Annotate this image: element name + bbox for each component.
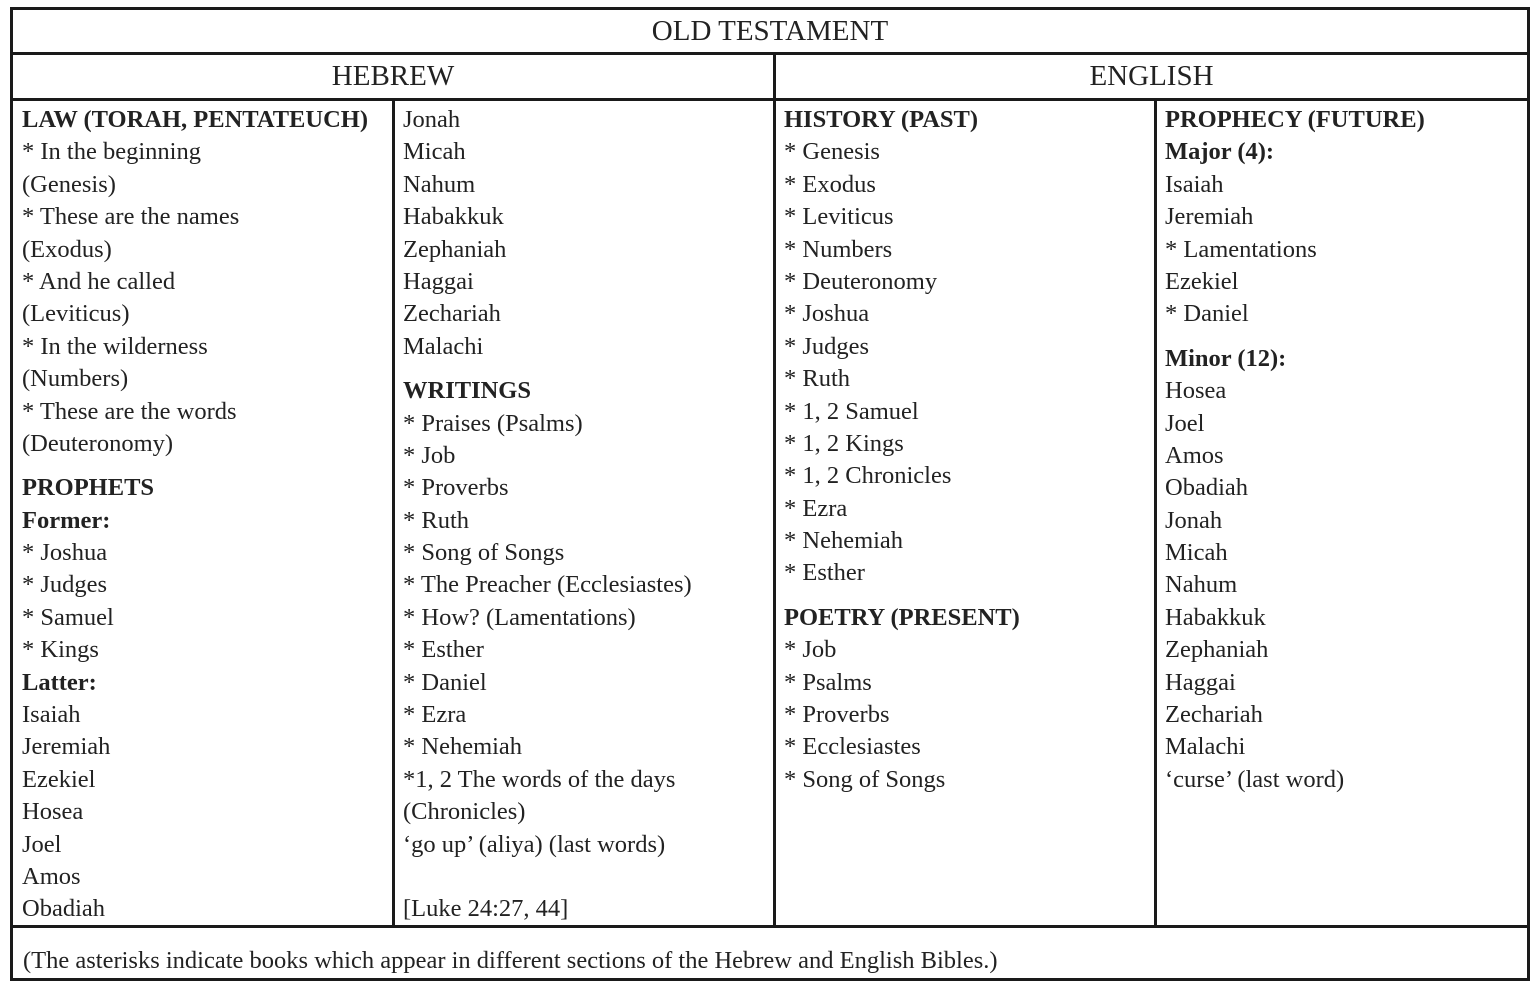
english-column-1 [784, 104, 1144, 796]
history-book-item: * Joshua [784, 300, 870, 328]
former-label: Former: [22, 506, 111, 534]
writings-item: * Song of Songs [403, 539, 565, 567]
hebrew-column-1 [22, 104, 382, 926]
former-prophet-item: * Judges [22, 571, 108, 599]
minor-prophet-item: Nahum [1165, 571, 1238, 599]
latter-prophet-item: Hosea [22, 798, 84, 826]
old-testament-table [10, 7, 1530, 981]
history-book-item: * Numbers [784, 235, 893, 263]
law-book-item: (Leviticus) [22, 300, 130, 328]
former-prophet-item: * Kings [22, 636, 99, 664]
writings-item: (Chronicles) [403, 798, 526, 826]
former-prophet-item: * Samuel [22, 603, 114, 631]
former-prophet-item: * Joshua [22, 539, 108, 567]
main-divider [773, 55, 776, 925]
history-book-item: * Genesis [784, 138, 880, 166]
poetry-book-item: * Job [784, 636, 837, 664]
luke-reference: [Luke 24:27, 44] [403, 894, 569, 922]
writings-heading: WRITINGS [403, 377, 531, 405]
minor-prophet-item: Haggai [1165, 668, 1236, 696]
minor-prophet-item: Obadiah [1165, 474, 1248, 502]
poetry-heading: POETRY (PRESENT) [784, 603, 1020, 631]
minor-prophet-item: Joel [1165, 409, 1205, 437]
history-book-item: * Judges [784, 332, 870, 360]
writings-item: * Daniel [403, 668, 487, 696]
latter-prophet-item: Habakkuk [403, 203, 504, 231]
hebrew-column-2 [403, 104, 763, 925]
major-prophet-item: Ezekiel [1165, 267, 1239, 295]
latter-prophet-item: Amos [22, 862, 81, 890]
major-prophet-item: * Lamentations [1165, 235, 1317, 263]
latter-prophet-item: Zephaniah [403, 235, 507, 263]
poetry-book-item: * Song of Songs [784, 765, 946, 793]
prophets-heading: PROPHETS [22, 474, 155, 502]
table-title: OLD TESTAMENT [651, 14, 889, 47]
history-book-item: * Nehemiah [784, 527, 904, 555]
history-book-item: * Ezra [784, 494, 848, 522]
history-heading: HISTORY (PAST) [784, 106, 979, 133]
writings-item: * How? (Lamentations) [403, 603, 636, 631]
latter-prophet-item: Malachi [403, 332, 484, 360]
major-label: Major (4): [1165, 138, 1275, 166]
english-heading: ENGLISH [1089, 60, 1214, 92]
history-book-item: * Esther [784, 559, 865, 587]
minor-prophet-item: Hosea [1165, 377, 1227, 405]
history-book-item: * 1, 2 Samuel [784, 397, 919, 425]
table-title-row [13, 10, 1527, 55]
minor-prophet-item: Zechariah [1165, 701, 1263, 729]
latter-prophet-item: Ezekiel [22, 765, 96, 793]
minor-label: Minor (12): [1165, 344, 1287, 372]
law-book-item: * These are the names [22, 203, 240, 231]
law-book-item: (Deuteronomy) [22, 429, 174, 457]
writings-item: * Proverbs [403, 474, 509, 502]
history-book-item: * Ruth [784, 365, 851, 393]
poetry-book-item: * Psalms [784, 668, 872, 696]
history-book-item: * 1, 2 Chronicles [784, 462, 952, 490]
history-book-item: * Deuteronomy [784, 267, 938, 295]
english-col-divider [1154, 101, 1157, 925]
poetry-book-item: * Proverbs [784, 701, 890, 729]
hebrew-header [13, 55, 773, 98]
latter-prophet-item: Isaiah [22, 701, 81, 729]
history-book-item: * Exodus [784, 170, 876, 198]
latter-prophet-item: Micah [403, 138, 466, 166]
poetry-book-item: * Ecclesiastes [784, 733, 921, 761]
writings-item: * Nehemiah [403, 733, 523, 761]
history-book-item: * Leviticus [784, 203, 894, 231]
latter-label: Latter: [22, 668, 97, 696]
minor-prophet-item: Jonah [1165, 506, 1223, 534]
writings-item: * Job [403, 441, 456, 469]
english-column-2 [1165, 104, 1525, 796]
header-divider [13, 98, 1527, 101]
minor-prophet-item: Malachi [1165, 733, 1246, 761]
prophecy-heading: PROPHECY (FUTURE) [1165, 106, 1425, 133]
writings-item: * Ezra [403, 701, 467, 729]
hebrew-col-divider [392, 101, 395, 925]
minor-prophet-item: Zephaniah [1165, 636, 1269, 664]
law-book-item: (Genesis) [22, 170, 116, 198]
latter-prophet-item: Haggai [403, 267, 474, 295]
law-book-item: * In the beginning [22, 138, 201, 166]
major-prophet-item: Jeremiah [1165, 203, 1254, 231]
law-heading: LAW (TORAH, PENTATEUCH) [22, 106, 368, 133]
law-book-item: * In the wilderness [22, 332, 208, 360]
latter-prophet-item: Zechariah [403, 300, 501, 328]
latter-prophet-item: Obadiah [22, 895, 105, 923]
minor-prophet-item: Amos [1165, 441, 1224, 469]
law-book-item: (Numbers) [22, 365, 129, 393]
major-prophet-item: * Daniel [1165, 300, 1249, 328]
minor-prophet-item: Habakkuk [1165, 603, 1266, 631]
minor-prophet-item: Micah [1165, 539, 1228, 567]
minor-prophet-item: ‘curse’ (last word) [1165, 765, 1345, 793]
law-book-item: * And he called [22, 267, 176, 295]
law-book-item: * These are the words [22, 397, 237, 425]
writings-item: ‘go up’ (aliya) (last words) [403, 830, 666, 858]
writings-item: * Ruth [403, 506, 470, 534]
hebrew-heading: HEBREW [331, 60, 455, 92]
latter-prophet-item: Jonah [403, 106, 461, 133]
major-prophet-item: Isaiah [1165, 170, 1224, 198]
writings-item: *1, 2 The words of the days [403, 765, 676, 793]
writings-item: * The Preacher (Ecclesiastes) [403, 571, 692, 599]
english-header [776, 55, 1527, 98]
history-book-item: * 1, 2 Kings [784, 429, 904, 457]
latter-prophet-item: Joel [22, 830, 62, 858]
law-book-item: (Exodus) [22, 235, 112, 263]
footnote: (The asterisks indicate books which appear in different sections of the Hebrew and English Bibles.) [23, 947, 998, 974]
latter-prophet-item: Nahum [403, 170, 476, 198]
writings-item: * Esther [403, 636, 484, 664]
writings-item: * Praises (Psalms) [403, 409, 583, 437]
latter-prophet-item: Jeremiah [22, 733, 111, 761]
